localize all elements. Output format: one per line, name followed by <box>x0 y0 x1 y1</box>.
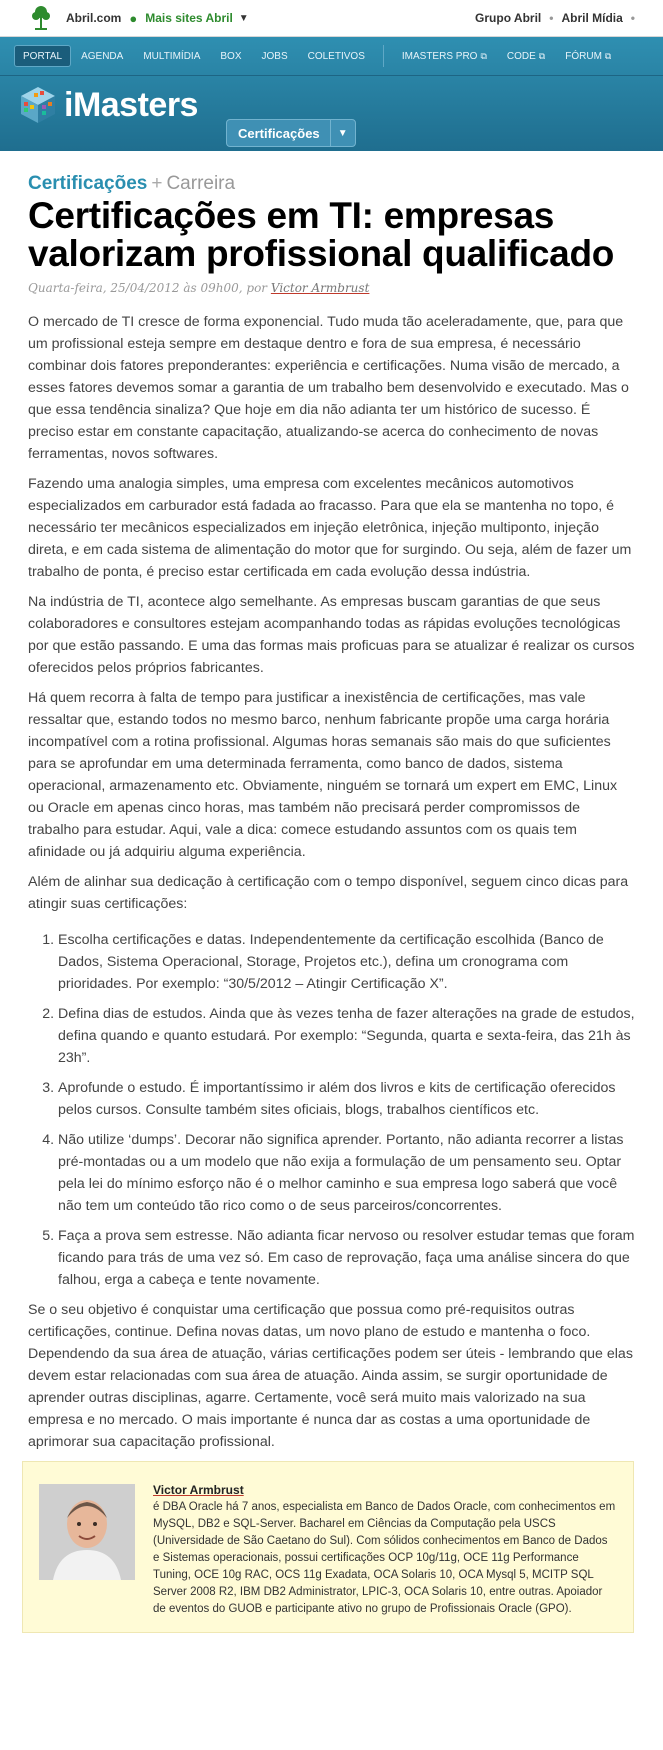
tree-logo-icon[interactable] <box>30 5 52 31</box>
more-sites-link[interactable]: Mais sites Abril <box>145 11 233 25</box>
list-item: 4. Não utilize ‘dumps’. Decorar não significa aprender. Portanto, não adianta recorrer a listas pré-montadas ou a um modelo que não exija a formulação de um pensamento seu. Optar pela lei do mínimo esforço não é o melhor caminho e sua empresa logo saberá que você não tem um conteúdo tão rico como o de seus parceiros/concorrentes. <box>58 1129 635 1217</box>
paragraph: Fazendo uma analogia simples, uma empresa com excelentes mecânicos automotivos especializados em carburador está fadada ao fracasso. Para que ela se mantenha no topo, é necessário ter mecânicos especializados em injeção eletrônica, injeção multiponto, injeção direta, e em cada sistema de alimentação do motor que for surgindo. Ou seja, além de fazer um trabalho de ponta, é preciso estar certificada em cada evolução dessa indústria. <box>28 476 632 580</box>
nav-item-forum[interactable] <box>555 37 621 75</box>
author-bio: é DBA Oracle há 7 anos, especialista em Banco de Dados Oracle, com conhecimentos em MySQL, DB2 e SQL-Server. Bacharel em Ciências da Computação pela USCS (Universidade de São Caetano do Sul). Com sólidos conhecimentos em Banco de Dados e Sistemas operacionais, possui certificações OCP 10g/11g, OCE 11g Performance Tuning, OCE 10g RAC, OCS 11g Exadata, OCA Solaris 10, OCA Mysql 5, MCITP SQL Server 2008 R2, IBM DB2 Administrator, LPIC-3, OCA Solaris 10, entre outras. Apoiador de eventos do GUOB e participante ativo no grupo de Profissionais Oracle (GPO). <box>153 1501 616 1615</box>
nav-item-jobs[interactable]: JOBS <box>261 50 288 62</box>
main-nav <box>0 37 663 76</box>
paragraph: Na indústria de TI, acontece algo semelhante. As empresas buscam garantias de que seus colaboradores e consultores estejam acompanhando todas as rápidas evoluções tecnológicas por que estão passando. E uma das formas mais proficuas para se atualizar é realizar os cursos oferecidos pelos próprios fabricantes. <box>28 594 635 676</box>
bullet-icon: ● <box>129 10 138 26</box>
breadcrumb-category[interactable]: Certificações <box>28 173 148 194</box>
nav-item-portal[interactable]: PORTAL <box>14 45 71 67</box>
section-dropdown[interactable] <box>226 119 356 147</box>
breadcrumb <box>28 173 635 195</box>
author-link[interactable]: Victor Armbrust <box>270 281 370 295</box>
external-link-icon: ⧉ <box>538 50 546 61</box>
nav-item-multimidia[interactable]: MULTIMÍDIA <box>143 50 201 62</box>
paragraph: Além de alinhar sua dedicação à certificação com o tempo disponível, seguem cinco dicas para atingir suas certificações: <box>28 874 629 912</box>
abril-site-link[interactable]: Abril.com <box>66 11 122 25</box>
article-body <box>28 311 635 1453</box>
tips-list <box>28 929 635 1291</box>
author-info <box>153 1482 617 1618</box>
nav-item-coletivos[interactable]: COLETIVOS <box>307 50 365 62</box>
imasters-logo[interactable] <box>18 85 198 125</box>
imasters-header <box>0 37 663 151</box>
section-dropdown-label: Certificações <box>238 125 320 141</box>
nav-item-label: IMASTERS PRO <box>401 50 478 62</box>
list-item: 5. Faça a prova sem estresse. Não adianta ficar nervoso ou resolver estudar temas que foram ficando para trás de uma vez só. Em caso de reprovação, faça uma análise sincera do que falhou, erga a cabeça e tente novamente. <box>58 1225 635 1291</box>
nav-item-label: CODE <box>506 50 536 62</box>
article-date: Quarta-feira, 25/04/2012 às 09h00, por <box>28 281 268 295</box>
nav-item-box[interactable]: BOX <box>220 50 242 62</box>
list-item: 1. Escolha certificações e datas. Independentemente da certificação escolhida (Banco de Dados, Sistema Operacional, Storage, Projetos etc.), defina um cronograma com prioridades. Por exemplo: “30/5/2012 – Atingir Certificação X”. <box>58 929 635 995</box>
topbar-right-links <box>475 0 643 36</box>
chevron-down-icon[interactable]: ▼ <box>238 12 249 24</box>
grupo-abril-link[interactable]: Grupo Abril <box>475 11 542 25</box>
plus-icon: + <box>151 173 163 194</box>
paragraph: Se o seu objetivo é conquistar uma certificação que possua como pré-requisitos outras certificações, continue. Defina novas datas, um novo plano de estudo e mantenha o foco. Dependendo da sua área de atuação, várias certificações podem ser úteis - lembrando que elas devem estar relacionadas com sua área de atuação. Ainda assim, se surgir oportunidade de aprender outras disciplinas, agarre. Certamente, você será muito mais valorizado na sua empresa e no mercado. O mais importante é nunca dar as costas a uma oportunidade de aprimorar sua capacitação profissional. <box>28 1302 633 1450</box>
paragraph: O mercado de TI cresce de forma exponencial. Tudo muda tão aceleradamente, que, para que um profissional esteja sempre em destaque dentro e fora de sua empresa, é necessário combinar dois fatores preponderantes: experiência e certificações. Numa visão de mercado, a esses fatores devemos somar a garantia de um trabalho bem desenvolvido e executado. Mas o que essa tendência sinaliza? Que hoje em dia não adianta ter um histórico de sucesso. É preciso estar em constante capacitação, atualizando-se acerca do conhecimento de novas ferramentas, novos softwares. <box>28 314 629 462</box>
author-name-link[interactable]: Victor Armbrust <box>153 1483 244 1497</box>
external-link-icon: ⧉ <box>480 50 487 61</box>
nav-item-agenda[interactable]: AGENDA <box>81 50 124 62</box>
nav-item-code[interactable] <box>497 37 555 75</box>
author-photo[interactable] <box>39 1484 135 1580</box>
list-item: 2. Defina dias de estudos. Ainda que às vezes tenha de fazer alterações na grade de estudos, defina quando e quanto estudará. Por exemplo: “Segunda, quarta e sexta-feira, das 21h às 23h”. <box>58 1003 635 1069</box>
paragraph: Há quem recorra à falta de tempo para justificar a inexistência de certificações, mas vale ressaltar que, estando todos no mesmo barco, nenhum fabricante propõe uma carga horária incompatível com a rotina profissional. Algumas horas semanais são mais do que suficientes para se aprofundar em uma determinada ferramenta, como banco de dados, sistema operacional, armazenamento etc. Obviamente, ninguém se tornará um expert em EMC, Linux ou Oracle em apenas cinco horas, mas também não precisará perder compromissos de trabalho para estudar. Aqui, vale a dica: comece estudando assuntos com os quais tem afinidade ou já adquiriu alguma experiência. <box>28 690 618 860</box>
breadcrumb-subcategory[interactable]: Carreira <box>166 173 236 194</box>
author-box <box>22 1461 634 1633</box>
abril-topbar <box>0 0 663 37</box>
bullet-icon: • <box>630 11 635 25</box>
article <box>0 173 663 1633</box>
list-item: 3. Aprofunde o estudo. É importantíssimo ir além dos livros e kits de certificação oferecidos pelos cursos. Consulte também sites oficiais, blogs, trabalhos científicos etc. <box>58 1077 635 1121</box>
nav-item-label: FÓRUM <box>565 50 602 62</box>
bullet-icon: • <box>549 11 554 25</box>
abril-midia-link[interactable]: Abril Mídia <box>561 11 623 25</box>
cube-logo-icon <box>18 85 58 125</box>
brand-name: iMasters <box>64 85 198 124</box>
external-link-icon: ⧉ <box>604 50 612 61</box>
nav-item-imasters-pro[interactable] <box>392 37 497 75</box>
article-title: Certificações em TI: empresas valorizam profissional qualificado <box>28 195 615 274</box>
nav-divider <box>383 45 384 67</box>
chevron-down-icon: ▼ <box>330 120 355 146</box>
article-byline <box>28 281 635 295</box>
